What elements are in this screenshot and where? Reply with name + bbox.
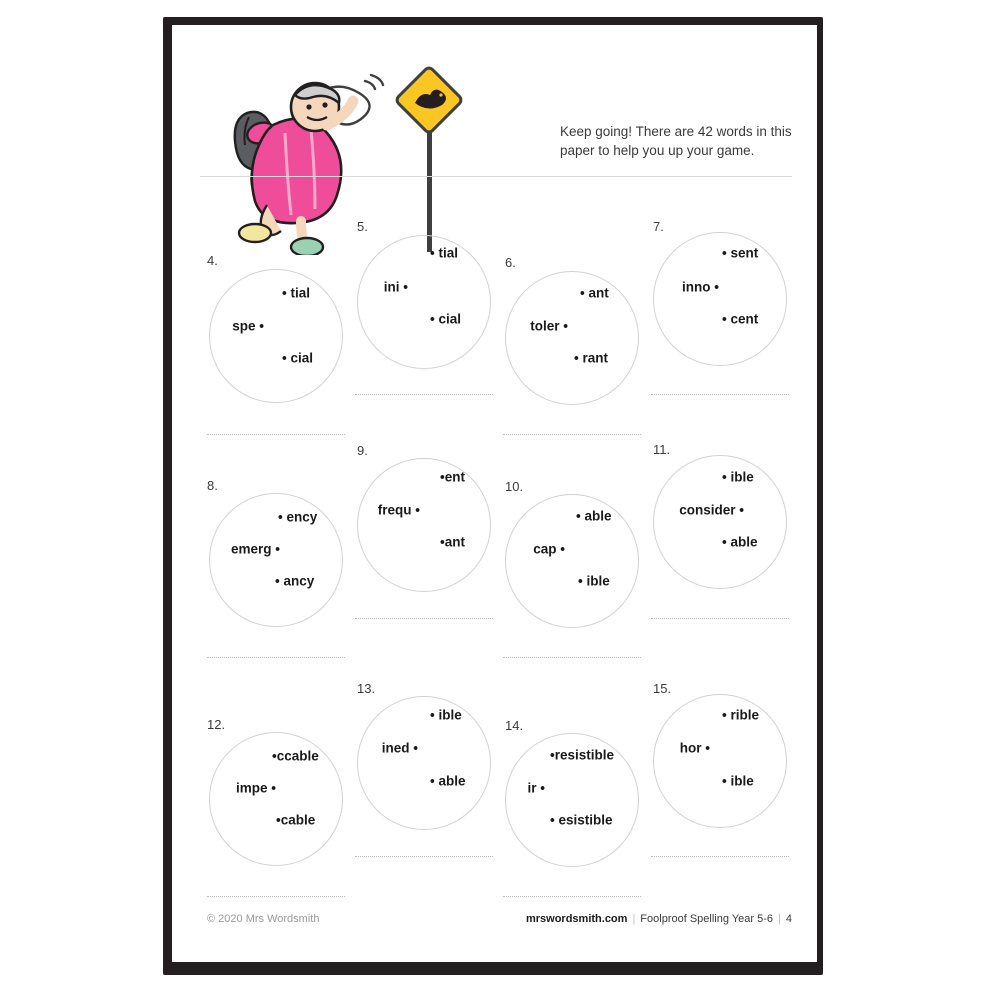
option-fragment-bottom[interactable]: • cent	[722, 311, 759, 327]
exercise-circle[interactable]	[209, 493, 343, 627]
stem-fragment: spe •	[232, 318, 264, 334]
stem-fragment: ini •	[383, 279, 408, 295]
exercise-number: 11.	[653, 442, 671, 457]
option-fragment-bottom[interactable]: • able	[430, 773, 466, 789]
answer-line[interactable]	[503, 434, 641, 435]
exercise-number: 12.	[207, 717, 226, 732]
option-fragment-bottom[interactable]: • ancy	[275, 573, 315, 589]
stem-fragment: emerg •	[231, 541, 280, 557]
option-fragment-top[interactable]: • ency	[278, 509, 318, 525]
answer-line[interactable]	[651, 394, 789, 395]
exercise-circle[interactable]	[209, 269, 343, 403]
exercise-number: 6.	[505, 255, 516, 270]
stem-fragment: impe •	[236, 780, 276, 796]
option-fragment-top[interactable]: • tial	[282, 285, 310, 301]
exercise-number: 13.	[357, 681, 376, 696]
answer-line[interactable]	[207, 434, 345, 435]
stem-fragment: ined •	[381, 740, 418, 756]
option-fragment-bottom[interactable]: • cial	[430, 311, 461, 327]
exercise-number: 7.	[653, 219, 664, 234]
stem-fragment: cap •	[533, 541, 565, 557]
exercise-circle[interactable]	[357, 235, 491, 369]
answer-line[interactable]	[207, 896, 345, 897]
option-fragment-top[interactable]: • ible	[722, 469, 754, 485]
option-fragment-top[interactable]: • ant	[580, 285, 609, 301]
exercise-circle[interactable]	[505, 271, 639, 405]
answer-line[interactable]	[355, 618, 493, 619]
footer-page-number: 4	[785, 913, 792, 925]
answer-line[interactable]	[651, 856, 789, 857]
option-fragment-bottom[interactable]: • ible	[722, 773, 754, 789]
option-fragment-top[interactable]: • sent	[722, 245, 759, 261]
exercise-circle[interactable]	[505, 494, 639, 628]
option-fragment-bottom[interactable]: •cable	[276, 812, 316, 828]
exercise-number: 9.	[357, 443, 368, 458]
exercise-circle[interactable]	[653, 455, 787, 589]
footer-separator: |	[778, 913, 781, 925]
option-fragment-top[interactable]: •ent	[440, 469, 465, 485]
exercise-circle[interactable]	[653, 232, 787, 366]
option-fragment-top[interactable]: • rible	[722, 707, 759, 723]
option-fragment-bottom[interactable]: • cial	[282, 350, 313, 366]
header-note: Keep going! There are 42 words in this paper to help you up your game.	[560, 124, 792, 158]
option-fragment-bottom[interactable]: • rant	[574, 350, 608, 366]
exercise-number: 4.	[207, 253, 218, 268]
header-divider	[200, 176, 792, 177]
exercise-circle[interactable]	[653, 694, 787, 828]
exercise-number: 10.	[505, 479, 524, 494]
stem-fragment: ir •	[527, 780, 545, 796]
footer-title: Foolproof Spelling Year 5-6	[640, 913, 774, 925]
option-fragment-bottom[interactable]: • ible	[578, 573, 610, 589]
answer-line[interactable]	[355, 856, 493, 857]
exercise-number: 8.	[207, 478, 218, 493]
stem-fragment: hor •	[679, 740, 710, 756]
option-fragment-bottom[interactable]: • esistible	[550, 812, 613, 828]
option-fragment-top[interactable]: •resistible	[550, 747, 615, 763]
stem-fragment: consider •	[679, 502, 744, 518]
exercise-circle[interactable]	[357, 696, 491, 830]
stem-fragment: inno •	[682, 279, 719, 295]
answer-line[interactable]	[503, 896, 641, 897]
footer-separator: |	[632, 913, 636, 925]
stem-fragment: toler •	[530, 318, 568, 334]
exercise-number: 14.	[505, 718, 524, 733]
answer-line[interactable]	[207, 657, 345, 658]
option-fragment-top[interactable]: • ible	[430, 707, 462, 723]
option-fragment-top[interactable]: •ccable	[272, 748, 319, 764]
answer-line[interactable]	[651, 618, 789, 619]
option-fragment-top[interactable]: • able	[576, 508, 612, 524]
option-fragment-bottom[interactable]: •ant	[440, 534, 465, 550]
footer-meta	[526, 913, 792, 925]
answer-line[interactable]	[503, 657, 641, 658]
footer-brand-link[interactable]: mrswordsmith.com	[525, 913, 628, 925]
option-fragment-bottom[interactable]: • able	[722, 534, 758, 550]
exercise-number: 5.	[357, 219, 368, 234]
stem-fragment: frequ •	[377, 502, 420, 518]
exercise-number: 15.	[653, 681, 672, 696]
option-fragment-top[interactable]: • tial	[430, 245, 458, 261]
exercise-circle[interactable]	[357, 458, 491, 592]
footer-copyright: © 2020 Mrs Wordsmith	[207, 913, 320, 925]
answer-line[interactable]	[355, 394, 493, 395]
